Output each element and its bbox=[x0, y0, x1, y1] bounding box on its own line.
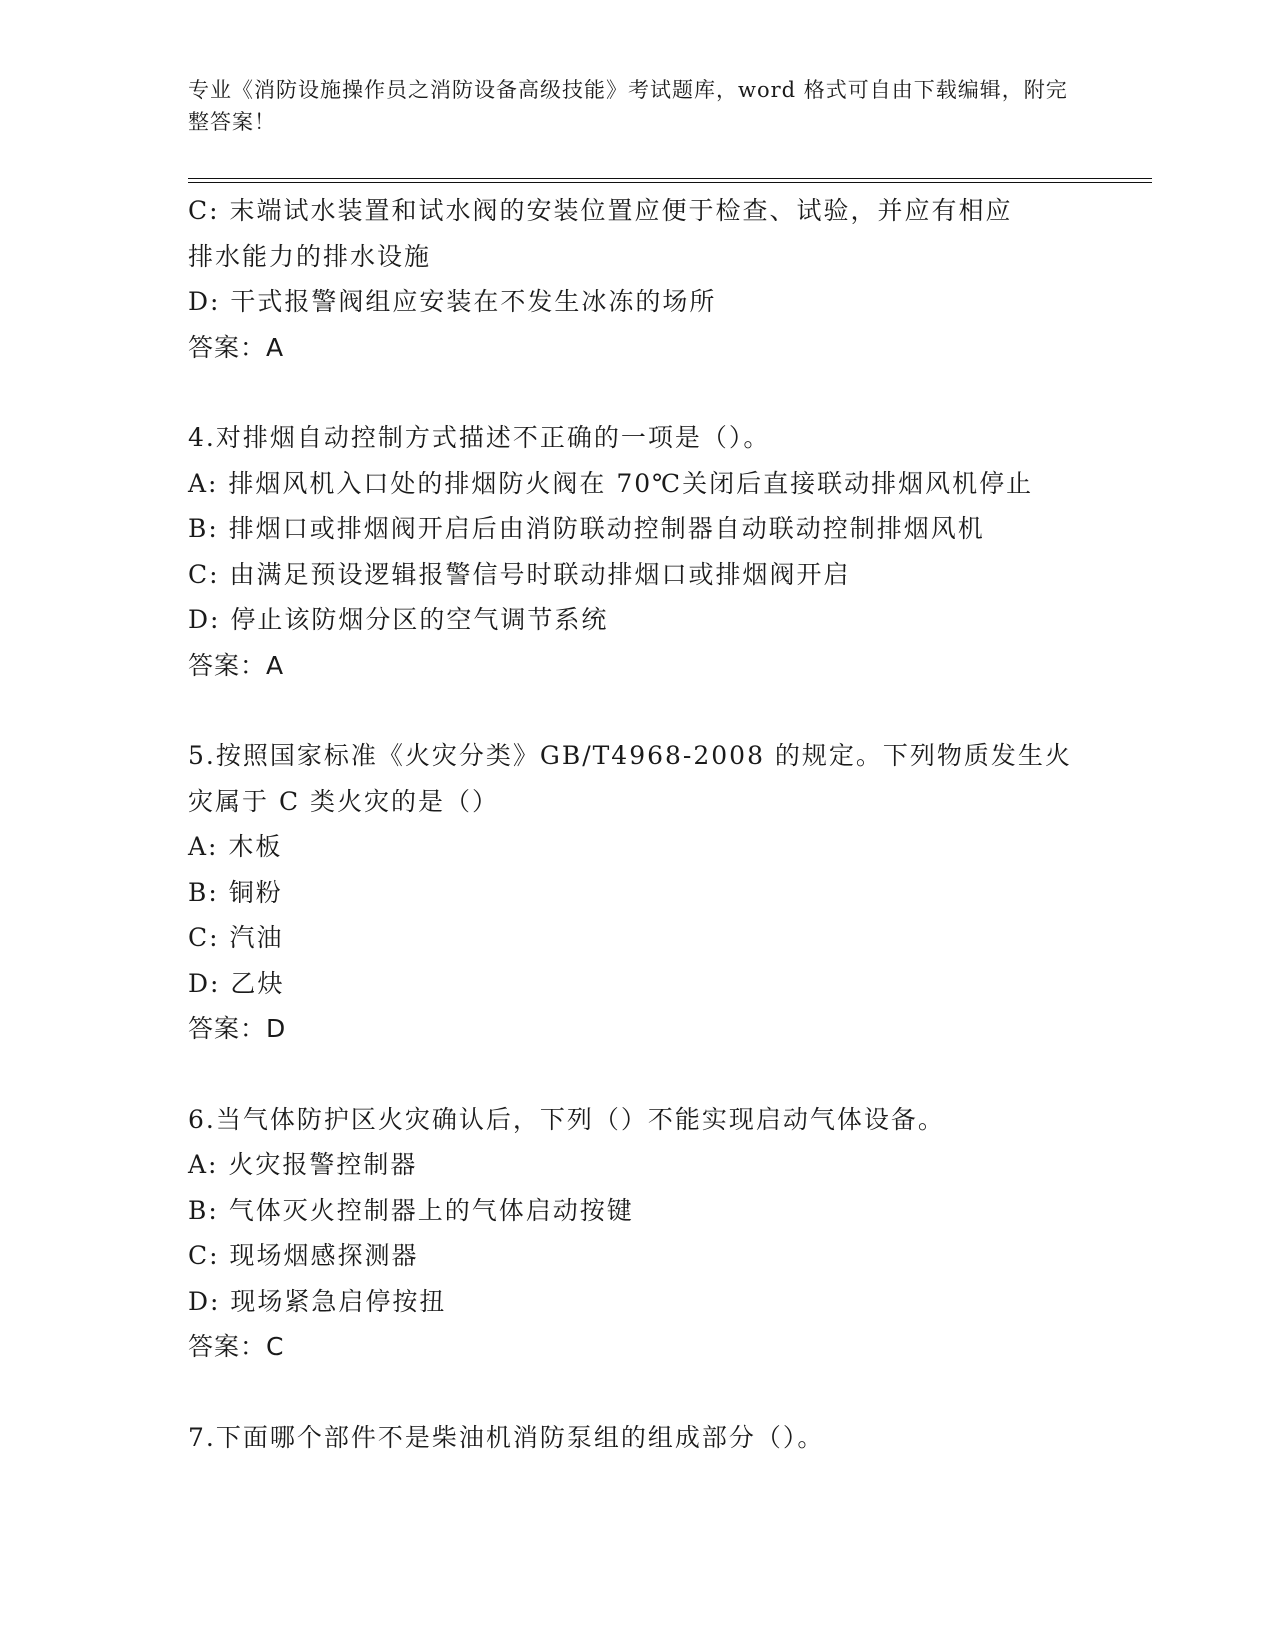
option-c: C: 由满足预设逻辑报警信号时联动排烟口或排烟阀开启 bbox=[188, 559, 851, 589]
question-4-block bbox=[188, 415, 1108, 688]
option-b: B: 排烟口或排烟阀开启后由消防联动控制器自动联动控制排烟风机 bbox=[188, 514, 985, 543]
option-c: C: 末端试水装置和试水阀的安装位置应便于检查、试验，并应有相应 bbox=[188, 196, 1013, 225]
question-text: 7.下面哪个部件不是柴油机消防泵组的组成部分（）。 bbox=[188, 1422, 825, 1452]
answer: 答案：C bbox=[188, 1332, 285, 1361]
option-a: A: 火灾报警控制器 bbox=[188, 1150, 418, 1179]
spacer bbox=[188, 688, 1108, 733]
question-text-continued: 灾属于 C 类火灾的是（） bbox=[188, 786, 500, 816]
option-b: B: 铜粉 bbox=[188, 877, 283, 907]
option-c-continued: 排水能力的排水设施 bbox=[188, 241, 432, 271]
spacer bbox=[188, 1370, 1108, 1415]
question-text: 5.按照国家标准《火灾分类》GB/T4968-2008 的规定。下列物质发生火 bbox=[188, 741, 1072, 770]
question-3-block bbox=[188, 188, 1108, 370]
option-a: A: 木板 bbox=[188, 832, 283, 861]
option-a: A: 排烟风机入口处的排烟防火阀在 70℃关闭后直接联动排烟风机停止 bbox=[188, 468, 1034, 498]
option-d: D: 停止该防烟分区的空气调节系统 bbox=[188, 605, 609, 634]
question-7-block bbox=[188, 1415, 1108, 1461]
option-c: C: 汽油 bbox=[188, 923, 284, 952]
option-b: B: 气体灭火控制器上的气体启动按键 bbox=[188, 1195, 634, 1225]
option-d: D: 乙炔 bbox=[188, 968, 285, 998]
spacer bbox=[188, 370, 1108, 415]
answer: 答案：A bbox=[188, 650, 285, 680]
option-d: D: 干式报警阀组应安装在不发生冰冻的场所 bbox=[188, 287, 717, 316]
option-c: C: 现场烟感探测器 bbox=[188, 1241, 419, 1270]
question-list bbox=[188, 188, 1108, 1460]
answer: 答案：D bbox=[188, 1014, 287, 1043]
page-header: 专业《消防设施操作员之消防设备高级技能》考试题库，word 格式可自由下载编辑，附完整答案！ bbox=[188, 78, 1068, 134]
header-divider bbox=[188, 178, 1152, 183]
answer: 答案：A bbox=[188, 332, 285, 362]
question-5-block bbox=[188, 733, 1108, 1052]
question-text: 6.当气体防护区火灾确认后，下列（）不能实现启动气体设备。 bbox=[188, 1104, 945, 1134]
option-d: D: 现场紧急启停按扭 bbox=[188, 1286, 447, 1316]
question-text: 4.对排烟自动控制方式描述不正确的一项是（）。 bbox=[188, 423, 771, 452]
question-6-block bbox=[188, 1097, 1108, 1370]
spacer bbox=[188, 1052, 1108, 1097]
